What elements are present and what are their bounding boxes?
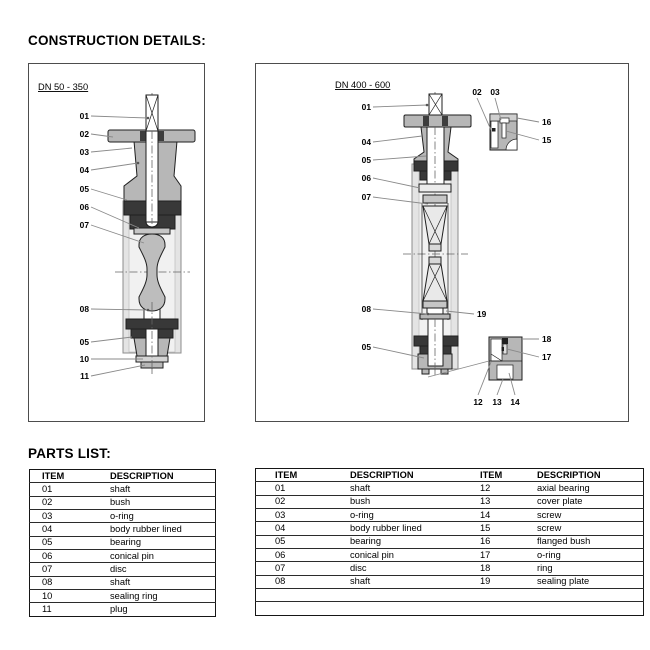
detail-top-shaft-seal	[490, 114, 517, 150]
table-row	[256, 589, 644, 602]
callout-labels	[80, 111, 90, 381]
table-row	[256, 535, 644, 548]
item-cell: 18	[480, 562, 537, 575]
description-cell: axial bearing	[537, 482, 644, 495]
table-row	[30, 563, 216, 576]
callout-05: 05	[79, 184, 89, 194]
item-cell: 03	[256, 509, 351, 522]
diagram-panel-dn400-600	[255, 63, 629, 422]
description-cell: o-ring	[110, 510, 216, 523]
description-cell: screw	[537, 522, 644, 535]
item-cell: 13	[480, 495, 537, 508]
description-cell: sealing plate	[537, 575, 644, 588]
description-cell: body rubber lined	[110, 523, 216, 536]
table-row	[256, 509, 644, 522]
callout-labels	[362, 102, 372, 352]
table-row	[30, 483, 216, 496]
callout-14: 14	[510, 397, 520, 407]
column-header-item: ITEM	[256, 469, 351, 482]
description-cell: bearing	[110, 536, 216, 549]
table-row	[256, 575, 644, 588]
callout-01: 01	[361, 102, 371, 112]
description-cell: conical pin	[350, 549, 480, 562]
item-cell: 04	[256, 522, 351, 535]
item-cell: 02	[256, 495, 351, 508]
callout-03: 03	[79, 147, 89, 157]
description-cell: plug	[110, 603, 128, 614]
description-cell: bush	[350, 495, 480, 508]
callout-04: 04	[79, 165, 89, 175]
column-header-description: DESCRIPTION	[537, 469, 644, 482]
description-cell: shaft	[110, 483, 216, 496]
callout-01: 01	[79, 111, 89, 121]
callout-15: 15	[542, 135, 552, 145]
callout-17: 17	[542, 352, 552, 362]
lower-shaft	[428, 319, 443, 366]
parts-table-left	[29, 469, 216, 617]
bush	[442, 116, 448, 126]
description-cell: screw	[537, 509, 644, 522]
item-cell: 05	[256, 535, 351, 548]
item-cell: 15	[480, 522, 537, 535]
item-cell: 07	[256, 562, 351, 575]
column-header-item: ITEM	[480, 469, 537, 482]
item-cell	[256, 589, 351, 602]
callout-05b: 05	[361, 342, 371, 352]
description-cell: disc	[110, 563, 216, 576]
item-cell: 07	[30, 563, 111, 576]
table-row	[256, 562, 644, 575]
foot	[422, 369, 429, 374]
item-cell	[480, 589, 537, 602]
description-cell: shaft	[350, 575, 480, 588]
description-cell: disc	[350, 562, 480, 575]
description-cell: conical pin	[110, 550, 216, 563]
sealing-plate	[427, 308, 443, 314]
callout-08: 08	[79, 304, 89, 314]
parts-table-right	[255, 468, 644, 616]
description-cell: shaft	[110, 576, 216, 589]
item-cell: 16	[480, 535, 537, 548]
item-cell: 14	[480, 509, 537, 522]
item-cell: 17	[480, 549, 537, 562]
item-cell: 04	[30, 523, 111, 536]
callout-06: 06	[361, 173, 371, 183]
item-cell: 11	[42, 603, 52, 614]
conical-pin-coupling	[134, 228, 170, 234]
table-row	[30, 550, 216, 563]
callout-16: 16	[542, 117, 552, 127]
callout-12: 12	[473, 397, 483, 407]
callout-10: 10	[79, 354, 89, 364]
column-header-item: ITEM	[30, 470, 111, 483]
upper-shaft	[427, 94, 444, 184]
item-cell: 06	[256, 549, 351, 562]
description-cell: cover plate	[537, 495, 644, 508]
table-row	[256, 482, 644, 495]
description-cell	[537, 602, 644, 615]
bearing-band	[419, 184, 451, 192]
callout-05b: 05	[79, 337, 89, 347]
description-cell: ring	[537, 562, 644, 575]
callout-07: 07	[79, 220, 89, 230]
detail-bottom-callouts	[473, 397, 520, 407]
dn-range-label: DN 400 - 600	[335, 80, 391, 90]
item-cell: 19	[480, 575, 537, 588]
description-cell	[350, 589, 480, 602]
description-cell: o-ring	[350, 509, 480, 522]
column-header-description: DESCRIPTION	[110, 470, 216, 483]
parts-list-title: PARTS LIST:	[28, 446, 111, 461]
table-row	[256, 602, 644, 615]
description-cell: bearing	[350, 535, 480, 548]
item-cell: 02	[30, 496, 111, 509]
table-row	[30, 590, 216, 603]
item-cell: 01	[256, 482, 351, 495]
description-cell	[537, 589, 644, 602]
item-cell: 12	[480, 482, 537, 495]
bush	[140, 131, 146, 141]
item-cell	[256, 602, 351, 615]
table-row	[30, 603, 216, 616]
construction-details-title: CONSTRUCTION DETAILS:	[28, 33, 206, 48]
callout-03: 03	[490, 87, 500, 97]
valve-drawing-dn50-350	[29, 64, 204, 421]
item-cell: 05	[30, 536, 111, 549]
table-row	[30, 523, 216, 536]
column-header-description: DESCRIPTION	[350, 469, 480, 482]
callout-19: 19	[477, 309, 487, 319]
top-flange	[404, 115, 471, 127]
description-cell: shaft	[350, 482, 480, 495]
dn-range-label: DN 50 - 350	[38, 82, 89, 92]
callout-18: 18	[542, 334, 552, 344]
callout-08: 08	[361, 304, 371, 314]
diagram-panel-dn50-350	[28, 63, 205, 422]
callout-02: 02	[472, 87, 482, 97]
item-cell: 01	[30, 483, 111, 496]
table-row	[256, 522, 644, 535]
callout-07: 07	[361, 192, 371, 202]
table-row	[30, 576, 216, 589]
description-cell: flanged bush	[537, 535, 644, 548]
callout-04: 04	[361, 137, 371, 147]
description-cell: bush	[110, 496, 216, 509]
description-cell: body rubber lined	[350, 522, 480, 535]
detail-bottom-bearing	[489, 337, 522, 380]
bush	[158, 131, 164, 141]
table-row	[30, 496, 216, 509]
callout-06: 06	[79, 202, 89, 212]
table-row	[30, 510, 216, 523]
callout-05: 05	[361, 155, 371, 165]
description-cell	[350, 602, 480, 615]
item-cell: 08	[256, 575, 351, 588]
upper-shaft	[146, 95, 158, 227]
callout-13: 13	[492, 397, 502, 407]
valve-drawing-dn400-600	[256, 64, 628, 421]
detail-top-callouts	[472, 87, 500, 97]
item-cell: 08	[30, 576, 111, 589]
table-row	[256, 549, 644, 562]
description-cell: sealing ring	[110, 590, 216, 603]
table-row	[256, 495, 644, 508]
table-row	[30, 536, 216, 549]
disc-hub	[423, 195, 447, 203]
callout-11: 11	[80, 371, 89, 381]
description-cell: o-ring	[537, 549, 644, 562]
item-cell: 06	[30, 550, 111, 563]
bush	[423, 116, 429, 126]
item-cell: 10	[30, 590, 111, 603]
item-cell: 03	[30, 510, 111, 523]
callout-02: 02	[79, 129, 89, 139]
item-cell	[480, 602, 537, 615]
